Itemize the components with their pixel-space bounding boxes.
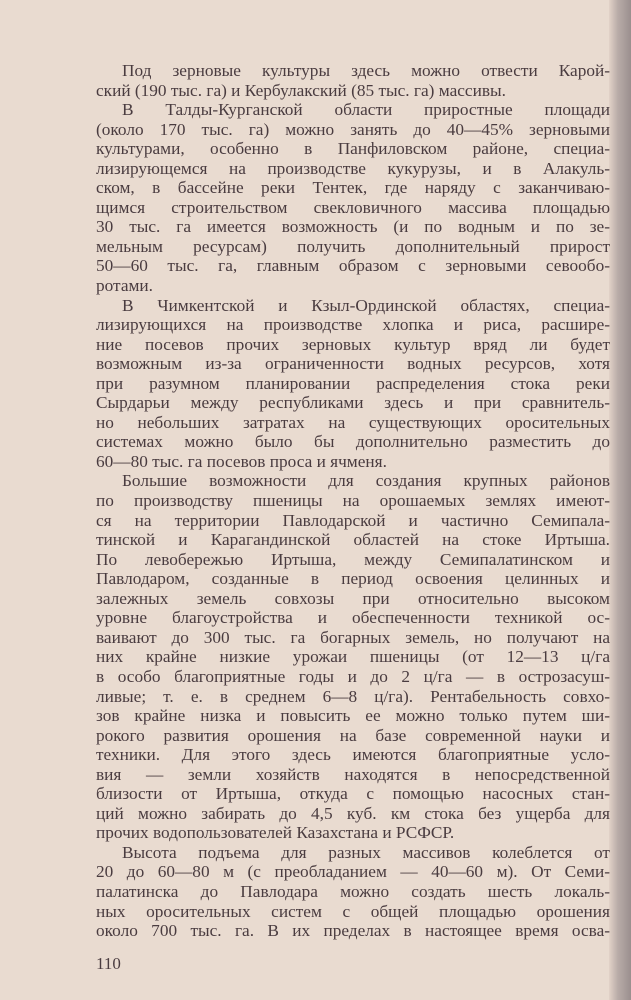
text-line: лизирующихся на производстве хлопка и риса, расшире- xyxy=(96,315,610,335)
text-line: возможным из-за ограниченности водных ресурсов, хотя xyxy=(96,354,610,374)
text-line: ливые; т. е. в среднем 6—8 ц/га). Рентабельность совхо- xyxy=(96,686,610,706)
text-line: прочих водопользователей Казахстана и РСФСР. xyxy=(96,823,455,843)
text-line: (около 170 тыс. га) можно занять до 40—45% зерновыми xyxy=(96,119,610,139)
text-line: Высота подъема для разных массивов колеблется от xyxy=(122,842,610,862)
text-line: но небольших затратах на существующих оросительных xyxy=(96,412,610,432)
text-line: ваивают до 300 тыс. га богарных земель, но получают на xyxy=(96,627,610,647)
text-line: системах можно было бы дополнительно разместить до xyxy=(96,432,610,452)
text-line: ском, в бассейне реки Тентек, где наряду с заканчиваю- xyxy=(96,178,610,198)
text-line: ций можно забирать до 4,5 куб. км стока без ущерба для xyxy=(96,803,610,823)
text-line: залежных земель совхозы при относительно высоком xyxy=(96,588,610,608)
text-line: ский (190 тыс. га) и Кербулакский (85 тыс. га) массивы. xyxy=(96,80,506,100)
text-line: 50—60 тыс. га, главным образом с зерновыми севообо- xyxy=(96,256,610,276)
text-line: В Чимкентской и Кзыл-Ординской областях, специа- xyxy=(122,295,610,315)
text-line: техники. Для этого здесь имеются благоприятные усло- xyxy=(96,745,610,765)
page-body-text xyxy=(96,61,610,941)
text-line: Сырдарьи между республиками здесь и при сравнитель- xyxy=(96,393,610,413)
text-line: в особо благоприятные годы и до 2 ц/га — в острозасуш- xyxy=(96,666,610,686)
text-line: 60—80 тыс. га посевов проса и ячменя. xyxy=(96,451,387,471)
text-line: 20 до 60—80 м (с преобладанием — 40—60 м). От Семи- xyxy=(96,862,610,882)
text-line: уровне благоустройства и обеспеченности техникой ос- xyxy=(96,608,610,628)
text-line: лизирующемся на производстве кукурузы, и в Алакуль- xyxy=(96,158,610,178)
text-line: ных оросительных систем с общей площадью орошения xyxy=(96,901,610,921)
text-line: ние посевов прочих зерновых культур вряд ли будет xyxy=(96,334,610,354)
text-line: мельным ресурсам) получить дополнительный прирост xyxy=(96,236,610,256)
paragraph xyxy=(96,843,610,941)
text-line: по производству пшеницы на орошаемых землях имеют- xyxy=(96,491,610,511)
text-line: ся на территории Павлодарской и частично Семипала- xyxy=(96,510,610,530)
text-line: культурами, особенно в Панфиловском районе, специа- xyxy=(96,139,610,159)
text-line: 30 тыс. га имеется возможность (и по водным и по зе- xyxy=(96,217,610,237)
paragraph xyxy=(96,296,610,472)
text-line: щимся строительством свекловичного массива площадью xyxy=(96,197,610,217)
paragraph xyxy=(96,100,610,295)
text-line: По левобережью Иртыша, между Семипалатинском и xyxy=(96,549,610,569)
page-edge-shadow xyxy=(609,0,631,1000)
text-line: Павлодаром, созданные в период освоения целинных и xyxy=(96,569,610,589)
text-line: близости от Иртыша, откуда с помощью насосных стан- xyxy=(96,784,610,804)
text-line: палатинска до Павлодара можно создать шесть локаль- xyxy=(96,881,610,901)
text-line: рокого развития орошения на базе современной науки и xyxy=(96,725,610,745)
text-line: при разумном планировании распределения стока реки xyxy=(96,373,610,393)
text-line: них крайне низкие урожаи пшеницы (от 12—13 ц/га xyxy=(96,647,610,667)
text-line: ротами. xyxy=(96,276,153,296)
text-line: зов крайне низка и повысить ее можно только путем ши- xyxy=(96,706,610,726)
paragraph xyxy=(96,61,610,100)
text-line: Под зерновые культуры здесь можно отвести Карой- xyxy=(122,61,610,80)
paragraph xyxy=(96,471,610,842)
text-line: вия — земли хозяйств находятся в непосредственной xyxy=(96,764,610,784)
text-line: около 700 тыс. га. В их пределах в настоящее время осва- xyxy=(96,921,610,941)
text-line: Большие возможности для создания крупных районов xyxy=(122,471,610,491)
text-line: тинской и Карагандинской областей на стоке Иртыша. xyxy=(96,530,610,550)
text-line: В Талды-Курганской области приростные площади xyxy=(122,100,610,120)
page-number: 110 xyxy=(96,954,121,973)
